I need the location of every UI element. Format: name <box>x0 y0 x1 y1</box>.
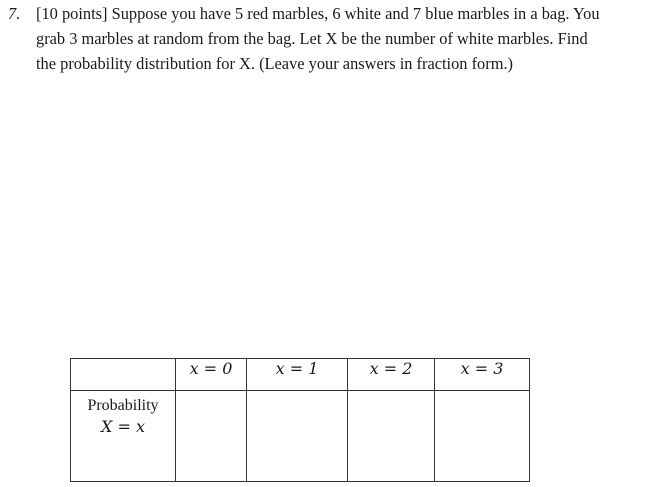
row-label-line-1: Probability <box>87 397 159 414</box>
answer-cell-x3[interactable] <box>435 391 530 482</box>
column-header-x3: x = 3 <box>435 359 530 391</box>
table-corner-cell <box>71 359 176 391</box>
question-line-3: the probability distribution for X. (Leave your answers in fraction form.) <box>36 54 514 73</box>
question-line-1-text: [10 points] Suppose you have 5 red marbles, 6 white and 7 blue marbles in a bag. You <box>36 4 600 23</box>
column-header-x0: x = 0 <box>176 359 247 391</box>
answer-cell-x1[interactable] <box>247 391 348 482</box>
question-number: 7. <box>8 4 21 23</box>
row-label-probability <box>71 391 176 482</box>
answer-cell-x2[interactable] <box>348 391 435 482</box>
column-header-x1: x = 1 <box>247 359 348 391</box>
answer-cell-x0[interactable] <box>176 391 247 482</box>
question-line-1 <box>8 1 668 26</box>
row-label-line-2: X = x <box>101 417 145 436</box>
table-row <box>71 391 530 482</box>
table-header-row <box>71 359 530 391</box>
question-line-2: grab 3 marbles at random from the bag. Let X be the number of white marbles. Find <box>36 29 588 48</box>
question-text <box>8 1 668 76</box>
column-header-x2: x = 2 <box>348 359 435 391</box>
probability-distribution-table <box>70 358 530 482</box>
